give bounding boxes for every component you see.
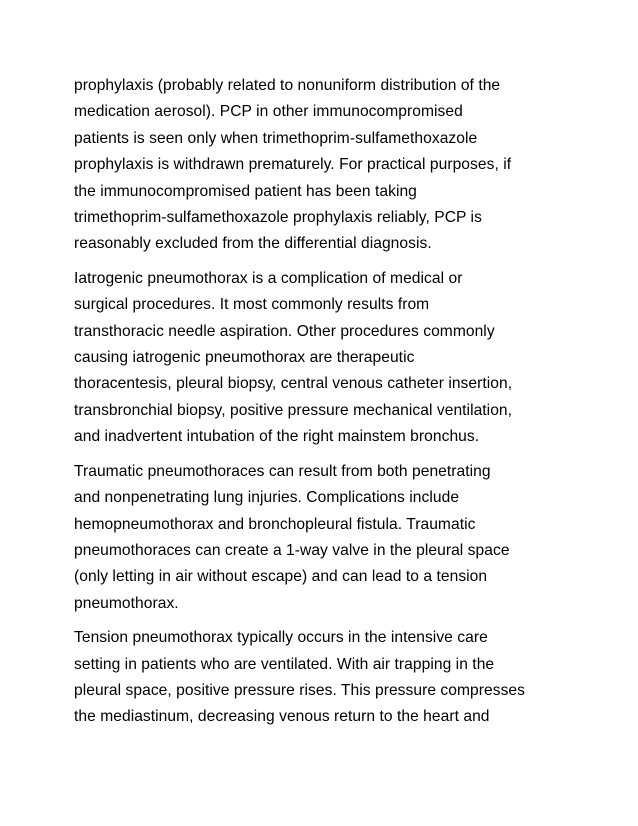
text-line: thoracentesis, pleural biopsy, central venous catheter insertion,: [74, 375, 513, 393]
text-line: (only letting in air without escape) and can lead to a tension: [74, 568, 488, 586]
text-line: transthoracic needle aspiration. Other procedures commonly: [74, 322, 495, 340]
paragraph-traumatic-pneumothoraces: [74, 459, 574, 617]
body-text: [74, 73, 574, 739]
text-line: surgical procedures. It most commonly results from: [74, 296, 430, 314]
paragraph-pcp-prophylaxis: [74, 73, 574, 258]
text-line: transbronchial biopsy, positive pressure mechanical ventilation,: [74, 401, 513, 419]
text-line: the mediastinum, decreasing venous return to the heart and: [74, 708, 490, 726]
text-line: and nonpenetrating lung injuries. Complications include: [74, 489, 460, 507]
text-line: hemopneumothorax and bronchopleural fistula. Traumatic: [74, 515, 476, 533]
paragraph-iatrogenic-pneumothorax: [74, 266, 574, 451]
text-line: reasonably excluded from the differential diagnosis.: [74, 235, 432, 253]
text-line: pneumothoraces can create a 1-way valve in the pleural space: [74, 541, 510, 559]
text-line: trimethoprim-sulfamethoxazole prophylaxis reliably, PCP is: [74, 209, 482, 227]
text-line: prophylaxis is withdrawn prematurely. For practical purposes, if: [74, 156, 512, 174]
text-line: setting in patients who are ventilated. With air trapping in the: [74, 655, 495, 673]
text-line: medication aerosol). PCP in other immunocompromised: [74, 103, 463, 121]
text-line: and inadvertent intubation of the right mainstem bronchus.: [74, 428, 480, 446]
text-line: Traumatic pneumothoraces can result from both penetrating: [74, 462, 491, 480]
text-line: Tension pneumothorax typically occurs in the intensive care: [74, 629, 488, 647]
text-line: the immunocompromised patient has been taking: [74, 182, 417, 200]
text-line: prophylaxis (probably related to nonuniform distribution of the: [74, 77, 501, 94]
text-line: Iatrogenic pneumothorax is a complication of medical or: [74, 269, 463, 287]
text-line: pneumothorax.: [74, 594, 179, 612]
text-line: causing iatrogenic pneumothorax are therapeutic: [74, 349, 415, 367]
text-line: pleural space, positive pressure rises. This pressure compresses: [74, 681, 525, 699]
text-line: patients is seen only when trimethoprim-sulfamethoxazole: [74, 129, 478, 147]
paragraph-tension-pneumothorax: [74, 625, 574, 731]
